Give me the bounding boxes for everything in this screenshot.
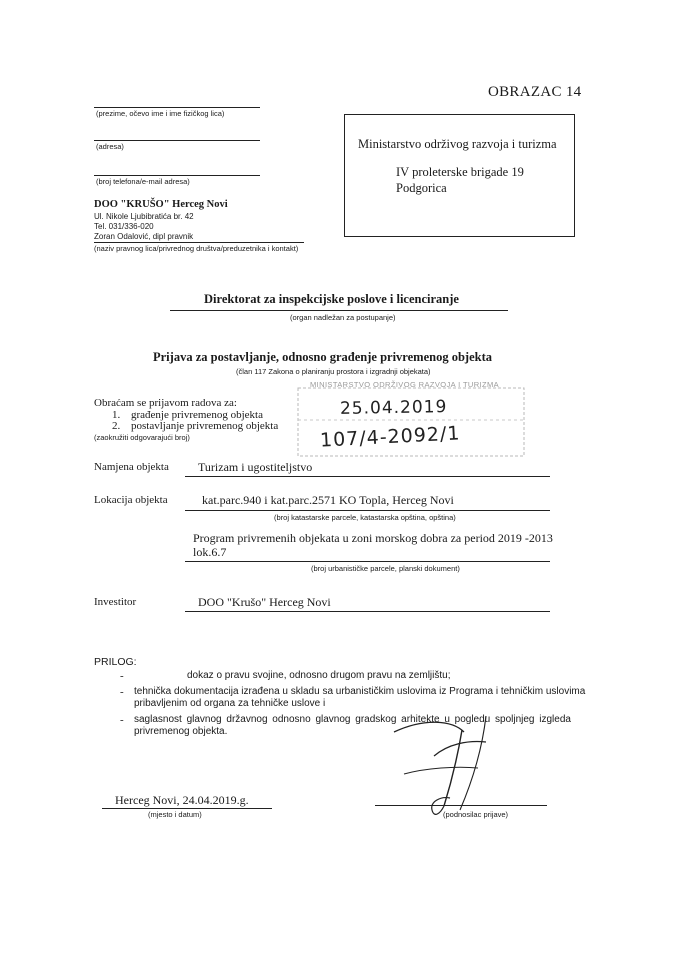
recipient-city: Podgorica [396, 181, 447, 195]
attachment-1-text: dokaz o pravu svojine, odnosno drugom pravu na zemljištu; [187, 670, 451, 681]
request-item-2-text: postavljanje privremenog objekta [131, 420, 279, 432]
request-item-1-text: građenje privremenog objekta [131, 409, 263, 421]
directorate-name: Direktorat za inspekcijske poslove i licenciranje [204, 292, 459, 306]
location-line [185, 510, 550, 511]
company-contact: Zoran Odalović, dipl pravnik [94, 232, 194, 241]
attachment-2-bullet: - [120, 686, 124, 698]
program-line-2: lok.6.7 [193, 545, 227, 559]
form-title: Prijava za postavljanje, odnosno građenje privremenog objekta [153, 350, 492, 364]
recipient-ministry: Ministarstvo održivog razvoja i turizma [358, 137, 557, 151]
phone-caption: (broj telefona/e-mail adresa) [96, 177, 190, 186]
directorate-caption: (organ nadležan za postupanje) [290, 313, 396, 322]
request-intro: Obraćam se prijavom radova za: [94, 397, 237, 409]
company-name: DOO "KRUŠO" Herceg Novi [94, 199, 228, 210]
phone-line [94, 175, 260, 176]
program-line-1: Program privremenih objekata u zoni morskog dobra za period 2019 -2013 [193, 531, 553, 545]
stamp-header: MINISTARSTVO ODRŽIVOG RAZVOJA I TURIZMA [310, 380, 500, 389]
attachments-label: PRILOG: [94, 656, 137, 668]
company-caption: (naziv pravnog lica/privrednog društva/preduzetnika i kontakt) [94, 244, 299, 253]
request-item-1-num: 1. [112, 409, 121, 421]
form-code: OBRAZAC 14 [488, 84, 582, 100]
place-date-caption: (mjesto i datum) [148, 810, 202, 819]
name-caption: (prezime, očevo ime i ime fizičkog lica) [96, 109, 225, 118]
company-tel: Tel. 031/336-020 [94, 222, 154, 231]
registry-stamp [296, 382, 527, 460]
request-caption: (zaokružiti odgovarajući broj) [94, 433, 190, 442]
attachment-1-bullet: - [120, 670, 124, 682]
recipient-street: IV proleterske brigade 19 [396, 165, 524, 179]
location-label: Lokacija objekta [94, 494, 168, 506]
place-date-line [102, 808, 272, 809]
investor-label: Investitor [94, 596, 137, 608]
attachment-3-text: saglasnost glavnog državnog odnosno glavnog gradskog arhitekte u pogledu spoljnjeg izgleda [134, 714, 571, 725]
name-line [94, 107, 260, 108]
investor-line [185, 611, 550, 612]
purpose-label: Namjena objekta [94, 461, 169, 473]
attachment-2-text: tehnička dokumentacija izrađena u skladu sa urbanističkim uslovima iz Programa i tehničkim uslovima [134, 686, 586, 697]
program-line [185, 561, 550, 562]
company-line [94, 242, 304, 243]
program-caption: (broj urbanističke parcele, planski dokument) [311, 564, 460, 573]
investor-value: DOO "Krušo" Herceg Novi [198, 595, 331, 609]
form-subtitle: (član 117 Zakona o planiranju prostora i izgradnji objekata) [236, 367, 431, 376]
place-date: Herceg Novi, 24.04.2019.g. [115, 793, 249, 807]
location-value: kat.parc.940 i kat.parc.2571 KO Topla, Herceg Novi [202, 493, 454, 507]
handwritten-signature [374, 710, 514, 830]
company-street: Ul. Nikole Ljubibratića br. 42 [94, 212, 194, 221]
request-item-2-num: 2. [112, 420, 121, 432]
stamp-date: 25.04.2019 [339, 397, 448, 419]
address-caption: (adresa) [96, 142, 124, 151]
address-line [94, 140, 260, 141]
stamp-number: 107/4-2092/1 [319, 422, 461, 452]
signature-caption: (podnosilac prijave) [443, 810, 509, 819]
attachment-3-bullet: - [120, 714, 124, 726]
recipient-box [344, 114, 575, 237]
attachment-3-cont: privremenog objekta. [134, 726, 228, 737]
directorate-line [170, 310, 508, 311]
attachment-2-cont: pribavljenim od organa za tehničke uslove i [134, 698, 326, 709]
purpose-line [185, 476, 550, 477]
location-caption: (broj katastarske parcele, katastarska opština, opština) [274, 513, 456, 522]
purpose-value: Turizam i ugostiteljstvo [198, 460, 313, 474]
